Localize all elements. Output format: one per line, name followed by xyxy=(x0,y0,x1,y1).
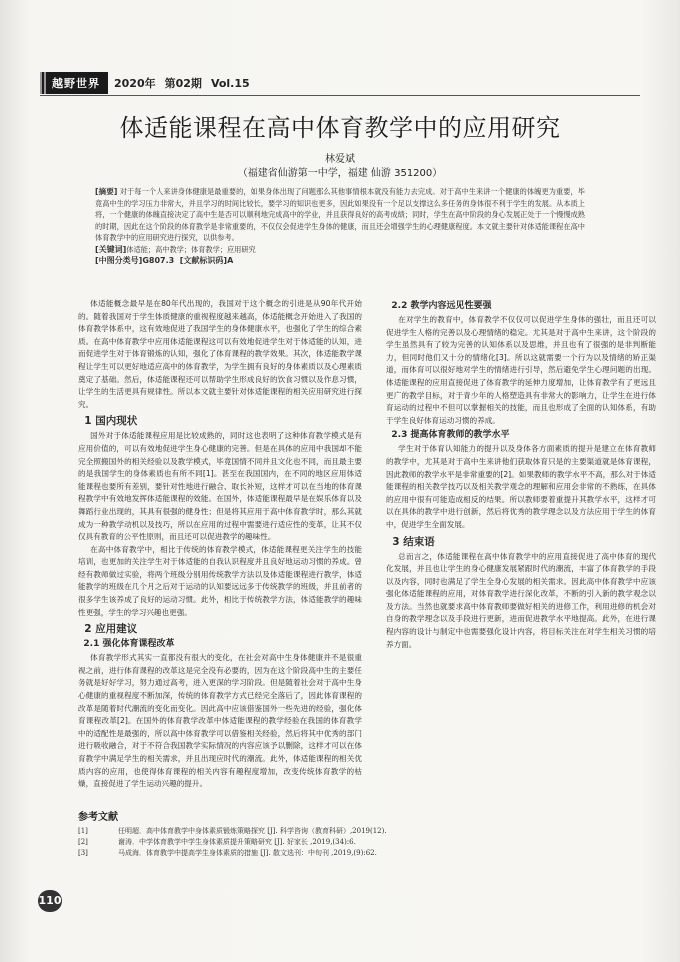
journal-header xyxy=(40,72,259,94)
reference-item xyxy=(78,848,638,859)
section-2-1-heading: 2.1 强化体育课程改革 xyxy=(83,639,175,650)
reference-text: 谢涛．中学体育教学中学生身体素质提升策略研究 [J]. 好家长 ,2019,(34):6. xyxy=(118,838,356,846)
article-affiliation: （福建省仙游第一中学，福建 仙游 351200） xyxy=(237,168,443,179)
left-column xyxy=(78,298,362,789)
doc-label: [文献标识码] xyxy=(179,256,228,265)
reference-number: [3] xyxy=(78,849,88,857)
article-title: 体适能课程在高中体育教学中的应用研究 xyxy=(119,114,561,142)
section-2-3-heading: 2.3 提高体育教师的教学水平 xyxy=(391,430,510,441)
section-2-heading: 2 应用建议 xyxy=(84,623,138,636)
page-number: 110 xyxy=(38,890,62,912)
reference-text: 任明超．高中体育教学中身体素质锻炼策略探究 [J]. 科学咨询（教育科研）,2019(12). xyxy=(118,827,387,835)
reference-number: [2] xyxy=(78,838,88,846)
keywords-text: 体适能；高中教学；体育教学；应用研究 xyxy=(126,244,256,254)
section-2-1-paragraph: 体育教学形式其实一直都没有很大的变化，在社会对高中生身体健康并不是很重视之前，进行体育课程的改革这是完全没有必要的，因为在这个阶段高中生的主要任务就是好好学习，努力通过高考，进入更深的学习阶段。但是随着社会对于高中生身心健康的重视程度不断加深，传统的体育教学方式已经完全落后了，因此体育课程的改革是随着时代潮流的变化而变化。因此高中应该借鉴国外一些先进的经验，强化体育课程改革[2]。在国外的体育教学改革中体适能课程的教学经验在我国的体育教学中的适配性是最强的，所以高中体育教学可以借鉴相关经验，然后将其中优秀的部门进行吸收融合，对于不符合我国教学实际情况的内容应该予以删除，这样才可以在体育教学中满足学生的相关需求，并且出现应时代的潮流。此外，体适能课程的相关优质内容的应用，也使得体育课程的相关内容有趣程度增加，改变传统体育教学的枯燥，直接促进了学生运动兴趣的提升。 xyxy=(78,653,362,789)
journal-badge: 越野世界 xyxy=(40,72,108,94)
journal-year: 2020年 xyxy=(114,77,156,90)
journal-issue xyxy=(114,75,259,91)
keywords-label: [关键词] xyxy=(95,244,127,254)
section-2-3-paragraph: 学生对于体育认知能力的提升以及身体各方面素质的提升是建立在体育教师的教学中，尤其是对于高中生来讲他们获取体育只是的主要渠道就是体育课程，因此教师的教学水平是非常重要的[2]。如果教师的教学水平不高，那么对于体适能课程的相关教学技巧以及相关教学观念的理解和应用会非常的不熟练，在具体的应用中很有可能造成相反的结果。所以教师要着重提升其教学水平，这样才可以在具体的教学中进行创新，然后将优秀的教学理念以及方法应用于学生的体育中，促进学生全面发展。 xyxy=(386,444,656,529)
references-list xyxy=(78,826,638,859)
reference-number: [1] xyxy=(78,827,88,835)
journal-issue-number: 第02期 xyxy=(164,77,202,90)
section-1-paragraph-1: 国外对于体适能课程应用是比较成熟的，同时这也表明了这种体育教学模式是有应用价值的，可以有效地促进学生身心健康的完善。但是在具体的应用中我国却不能完全照搬国外的相关经验以及教学模式，毕竟国情不同并且文化也不同，而且最主要的是我国学生的身体素质也有所不同[1]。甚至在我国国内，在不同的地区应用体适能课程也要所有差别，要针对性地进行融合、取长补短，这样才可以在当地的体育课程教学中有效地发挥体适能课程的效能。在国外，体适能课程最早是在娱乐体育以及舞蹈行业出现的，其具有很强的健身性；但是将其应用于高中体育教学时，那么其就成为一种教学动机以及技巧，所以在应用的过程中需要进行适应性的变革，让其不仅仅具有教育的公平性原则，而且还可以促进教学的趣味性。 xyxy=(78,431,362,542)
classification-line xyxy=(95,255,585,267)
class-code: G807.3 xyxy=(142,256,175,265)
section-2-2-heading: 2.2 教学内容远见性要强 xyxy=(391,301,492,311)
reference-item xyxy=(78,837,638,848)
header-divider xyxy=(40,95,640,96)
keywords-line xyxy=(95,244,585,256)
intro-paragraph: 体适能概念最早是在80年代出现的，我国对于这个概念的引进是从90年代开始的。随着我国对于学生体质健康的重视程度越来越高，体适能概念开始进入了我国的体育教学体系中，这有效地促进了我国学生的身体健康水平，也强化了学生的综合素质。在高中体育教学中应用体适能课程这可以有效地促进学生对于体适能的认知，进而促进学生对于体育锻炼的认知，强化了体育课程的教学效果。其次，体适能教学课程让学生可以更好地适应高中的体育教学，为学生拥有良好的身体素质以及心理素质奠定了基础。然后，体适能课程还可以帮助学生形成良好的饮食习惯以及作息习惯，让学生的生活更具有规律性。所以本文就主要针对体适能课程的相关应用研究进行探究。 xyxy=(78,299,362,409)
references-heading: 参考文献 xyxy=(78,812,118,823)
abstract-block xyxy=(95,186,585,267)
journal-volume: Vol.15 xyxy=(210,77,250,90)
section-1-paragraph-2: 在高中体育教学中，相比于传统的体育教学模式，体适能课程更关注学生的技能培训，也更加的关注学生对于体适能的自我认识程度并且良好地运动习惯的养成。曾经有教师做过实验，将两个班级分别用传统教学方法以及体适能课程进行教学，体适能教学的班级在几个月之后对于运动的认知要远远多于传统教学的班级，并且前者的很多学生该养成了良好的运动习惯。此外，相比于传统教学方法，体适能教学的趣味性更强，学生的学习兴趣也更强。 xyxy=(78,544,362,617)
class-label: [中图分类号] xyxy=(95,256,143,265)
right-column xyxy=(386,298,656,651)
section-2-2-paragraph: 在对学生的教育中，体育教学不仅仅可以促进学生身体的强壮，而且还可以促进学生人格的完善以及心理情绪的稳定。尤其是对于高中生来讲，这个阶段的学生虽然具有了较为完善的认知体系以及思维，并且也有了很强的是非判断能力，但同时他们又十分的情绪化[3]。所以这就需要一个行为以及情绪的矫正渠道，而体育可以很好地对学生的情绪进行引导，然后避免学生心理问题的出现。体适能课程的应用直接促进了体育教学的延伸力度增加，让体育教学有了更远且更广的教学目标，对于青少年的人格塑造具有非常大的影响力，让学生在进行体育运动的过程中不但可以掌握相关的技能，而且也形成了全面的认知体系，有助于学生良好体育运动习惯的养成。 xyxy=(386,315,656,425)
section-3-heading: 3 结束语 xyxy=(392,535,435,548)
abstract-text: 对于每一个人来讲身体健康是最重要的，如果身体出现了问题那么其他事情根本就没有能力去完成。对于高中生来讲一个健康的体魄更为重要，毕竟高中生的学习压力非常大，并且学习的时间比较长，要学习的知识也更多，因此如果没有一个足以支撑这么多任务的身体很不利于学生的发展。从本质上将，一个健康的体魄直接决定了高中生是否可以顺利地完成高中的学业，并且获得良好的高考成绩；同时，学生在高中阶段的身心发展正处于一个慢慢成熟的时期，因此在这个阶段的体育教学是非常重要的，不仅仅会促进学生身体的健康，而且还会增强学生的心理健康程度。本文就主要针对体适能课程在高中体育教学中的应用研究进行探究，以供参考。 xyxy=(95,187,585,242)
section-1-heading: 1 国内现状 xyxy=(84,415,138,428)
reference-text: 马成海．体育教学中提高学生身体素质的措施 [J]. 散文选刊：中旬刊 ,2019,(9):62. xyxy=(118,849,377,857)
reference-item xyxy=(78,826,638,837)
abstract-label: [摘要] xyxy=(95,187,118,196)
article-author: 林爱斌 xyxy=(325,154,355,165)
doc-code: A xyxy=(227,256,234,265)
section-3-paragraph: 总而言之，体适能课程在高中体育教学中的应用直接促进了高中体育的现代化发展，并且也让学生的身心健康发展紧跟时代的潮流，丰富了体育教学的手段以及内容，同时也满足了学生全身心发展的相关需求。因此高中体育教学中应该强化体适能课程的应用，对体育教学进行深化改革，不断的引入新的教学观念以及方法。当然也就要求高中体育教师要做好相关的进修工作，利用进修的机会对自身的教学理念以及手段进行更新，进而促进教学水平地提高。此外，在进行课程内容的设计与制定中也需要强化设计内容，将目标关注在对学生相关习惯的培养方面。 xyxy=(386,551,656,649)
